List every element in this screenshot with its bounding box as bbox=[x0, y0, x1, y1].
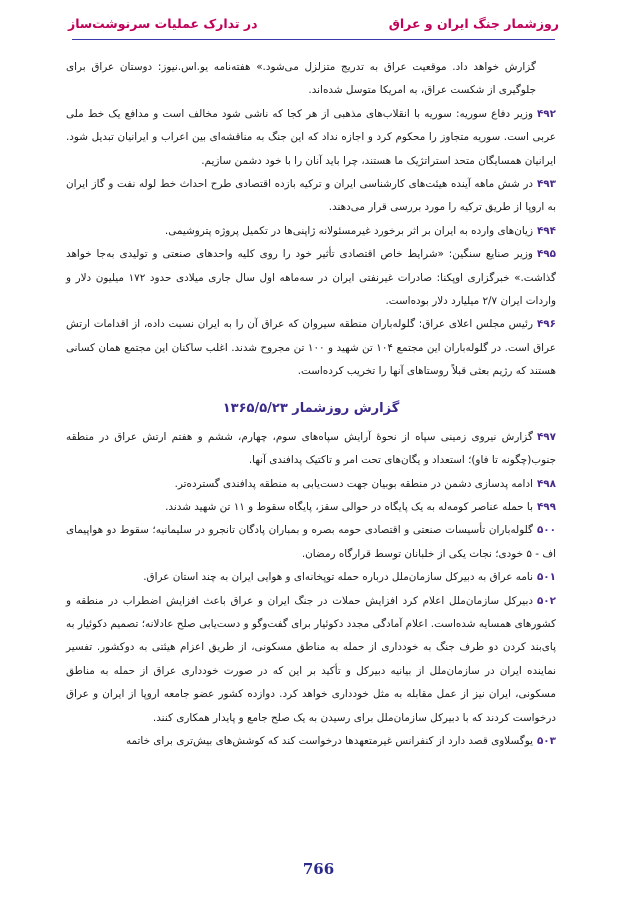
entry-number: ۵۰۱ bbox=[536, 571, 556, 584]
entry-text: زیان‌های وارده به ایران بر اثر برخورد غیرمسئولانه ژاپنی‌ها در تکمیل پروژه پتروشیمی. bbox=[164, 224, 533, 237]
entry-paragraph bbox=[66, 496, 556, 519]
entry-number: ۵۰۳ bbox=[536, 734, 556, 747]
report-heading: گزارش روزشمار ۱۳۶۵/۵/۲۳ bbox=[222, 400, 400, 416]
entry-number: ۵۰۰ bbox=[536, 524, 556, 537]
entry-number: ۴۹۹ bbox=[536, 500, 556, 513]
entry-number: ۴۹۶ bbox=[536, 318, 556, 331]
entry-number: ۴۹۸ bbox=[536, 477, 556, 490]
items-after bbox=[66, 426, 556, 754]
entry-paragraph bbox=[66, 313, 556, 383]
entry-paragraph bbox=[66, 519, 556, 566]
entry-text: ادامه پدسازی دشمن در منطقه بوبیان جهت دست‌یابی به منطقه پدافندی گسترده‌تر. bbox=[174, 477, 533, 490]
entry-number: ۴۹۲ bbox=[536, 107, 556, 120]
entry-text: نامه عراق به دبیرکل سازمان‌ملل درباره حمله توپخانه‌ای و هوایی ایران به چند استان عراق. bbox=[143, 571, 533, 584]
entry-text: وزیر صنایع سنگین: «شرایط خاص اقتصادی تأثیر خود را روی کلیه واحدهای صنعتی و تولیدی به‌جا خواهد گذاشت.» خبرگزاری اوپکنا: صادرات غیرنفتی ایران در سه‌ماهه اول سال جاری میلادی حدود ۱۷۲ میلیون دلار و واردات ایران ۲/۷ میلیارد دلار بوده‌است. bbox=[66, 248, 556, 308]
entry-text: رئیس مجلس اعلای عراق: گلوله‌باران منطقه سیروان که عراق آن را به ایران نسبت داده، از اقدامات ارتش عراق است. در گلوله‌باران این مجتمع ۱۰۴ تن شهید و ۱۰۰ تن مجروح شدند. اغلب ساکنان این مجتمع همان کسانی هستند که رژیم بعثی قبلاً روستاهای آنها را تخریب کرده‌است. bbox=[66, 318, 556, 378]
entry-text: گزارش نیروی زمینی سپاه از نحوهٔ آرایش سپاه‌های سوم، چهارم، ششم و هفتم ارتش عراق در منطقه جنوب(چگونه تا فاو)؛ استعداد و یگان‌های تحت امر و تاکتیک پدافندی آنها. bbox=[66, 430, 556, 467]
entry-paragraph bbox=[66, 730, 556, 753]
continuation-paragraph: گزارش خواهد داد. موقعیت عراق به تدریج متزلزل می‌شود.» هفته‌نامه یو.اس.نیوز: دوستان عراق برای جلوگیری از شکست عراق، به امریکا متوسل شده‌اند. bbox=[66, 61, 536, 97]
entry-paragraph bbox=[66, 103, 556, 173]
items-before bbox=[66, 103, 556, 384]
entry-paragraph bbox=[66, 590, 556, 730]
entry-text: گلوله‌باران تأسیسات صنعتی و اقتصادی حومه بصره و بمباران پادگان تانجرو در سلیمانیه؛ سقوط دو هواپیمای اف - ۵ خودی؛ نجات یکی از خلبانان توسط قرارگاه رمضان. bbox=[66, 524, 556, 560]
page-header bbox=[68, 16, 559, 38]
book-title: روزشمار جنگ ایران و عراق bbox=[388, 16, 559, 31]
entry-text: در شش ماهه آینده هیئت‌های کارشناسی ایران و ترکیه بازده اقتصادی طرح احداث خط لوله نفت و گاز ایران به اروپا از طریق ترکیه را مورد بررسی قرار می‌دهند. bbox=[66, 178, 556, 214]
header-rule bbox=[72, 39, 555, 40]
entry-paragraph bbox=[66, 473, 556, 496]
entry-number: ۴۹۷ bbox=[536, 430, 556, 443]
entry-text: با حمله عناصر کومه‌له به یک پایگاه در حوالی سقز، پایگاه سقوط و ۱۱ تن شهید شدند. bbox=[165, 500, 533, 513]
entry-number: ۴۹۳ bbox=[536, 178, 556, 191]
entry-paragraph bbox=[66, 243, 556, 313]
page-number: 766 bbox=[302, 860, 335, 878]
entry-number: ۵۰۲ bbox=[536, 594, 556, 607]
chapter-title: در تدارک عملیات سرنوشت‌ساز bbox=[68, 16, 258, 31]
entry-number: ۴۹۴ bbox=[536, 224, 556, 237]
entry-text: دبیرکل سازمان‌ملل اعلام کرد افزایش حملات در جنگ ایران و عراق باعث افزایش اضطراب در منطقه و کشورهای همسایه شده‌است. اعلام آمادگی مجدد دکوئیار برای گفت‌وگو و دست‌یابی صلح عادلانه؛ تصمیم دکوئیار به پای‌بند کردن دو طرف جنگ به خودداری از حمله به مناطق مسکونی، از طریق اعزام هیئتی به دوکشور. تفسیر نماینده ایران در سازمان‌ملل از بیانیه دبیرکل و تأکید بر این که در صورت خودداری عراق از حمله به مناطق مسکونی، ایران نیز از عمل مقابله به مثل خودداری خواهد کرد. دوازده کشور عضو جامعه اروپا از ایران و عراق درخواست کردند که با دبیرکل سازمان‌ملل برای رسیدن به یک صلح جامع و پایدار همکاری کنند. bbox=[66, 594, 556, 724]
entry-paragraph bbox=[66, 426, 556, 473]
entry-text: وزیر دفاع سوریه: سوریه با انقلاب‌های مذهبی از هر کجا که ناشی شود مخالف است و مدافع یک خط ملی عربی است. سوریه متجاوز را محکوم کرد و اجازه نداد که این جنگ به مناقشه‌ای بین اعراب و ایرانیان تبدیل شود. ایرانیان همسایگان متحد استراتژیک ما هستند، چرا باید آنان را با خود دشمن سازیم. bbox=[66, 107, 556, 167]
entry-paragraph bbox=[66, 220, 556, 243]
entry-paragraph bbox=[66, 173, 556, 220]
entry-paragraph bbox=[66, 566, 556, 589]
entry-number: ۴۹۵ bbox=[536, 248, 556, 261]
entry-text: یوگسلاوی قصد دارد از کنفرانس غیرمتعهدها درخواست کند که کوشش‌های بیش‌تری برای خاتمه bbox=[125, 734, 533, 747]
page-body bbox=[66, 56, 556, 753]
